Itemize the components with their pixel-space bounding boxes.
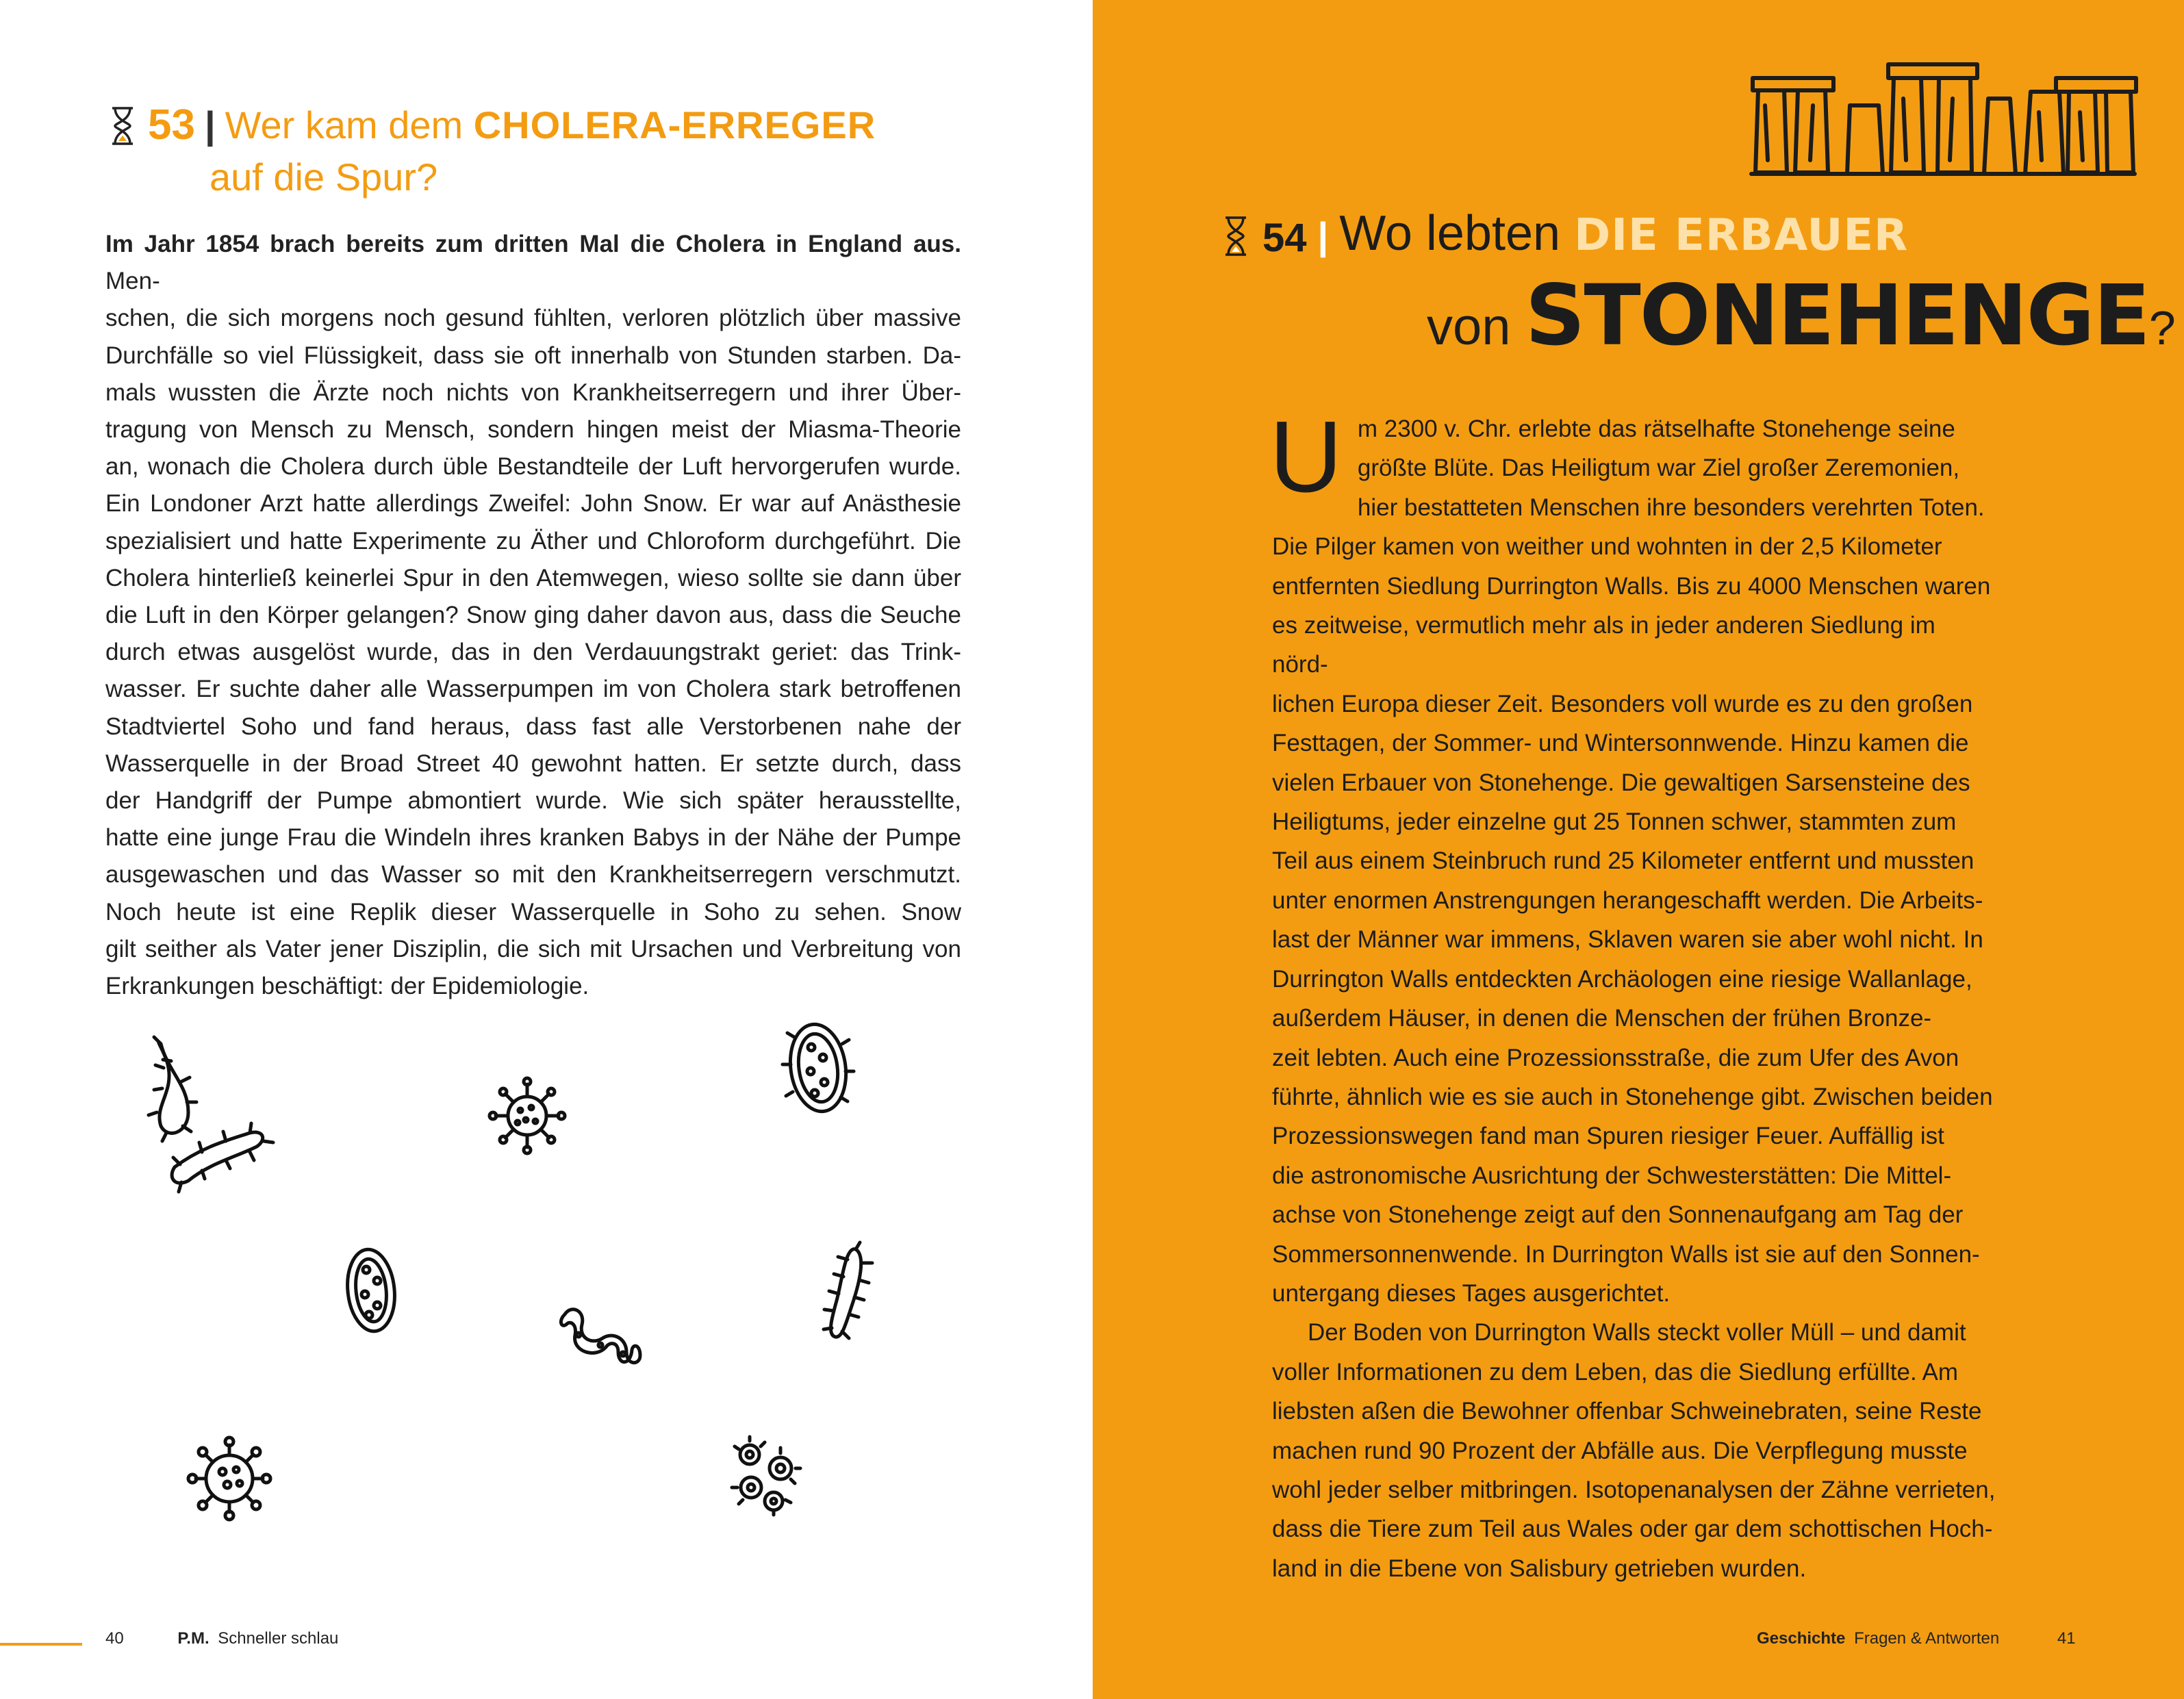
drop-cap: U [1269, 400, 1343, 513]
text-line: gilt seither als Vater jener Disziplin, die sich mit Ursachen und Verbreitung von [105, 935, 961, 962]
text-line: Der Boden von Durrington Walls steckt voller Müll – und damit [1308, 1319, 1966, 1346]
text-line: m 2300 v. Chr. erlebte das rätselhafte Stonehenge seine [1357, 416, 1955, 442]
footer-rule-right [2102, 1643, 2184, 1646]
bacteria-spiral-icon [558, 1301, 647, 1376]
virus-cluster-icon [729, 1434, 804, 1516]
text-line: tragung von Mensch zu Mensch, sondern hingen meist der Miasma-Theorie [105, 416, 961, 444]
text-line: lichen Europa dieser Zeit. Besonders voll wurde es zu den großen [1272, 690, 1973, 717]
text-line: vielen Erbauer von Stonehenge. Die gewaltigen Sarsensteine des [1272, 769, 1970, 796]
footer-brand: P.M. [177, 1629, 209, 1648]
question-54-heading [1223, 205, 1908, 261]
question-accent: DIE ERBAUER [1574, 210, 1909, 261]
virus-icon [486, 1075, 568, 1157]
stonehenge-icon [1744, 58, 2142, 181]
text-line: Festtagen, der Sommer- und Wintersonnwende. Hinzu kamen die [1272, 730, 1969, 757]
text-line: voller Informationen zu dem Leben, das die Siedlung erfüllte. Am [1272, 1358, 1958, 1385]
footer-left [105, 1629, 338, 1648]
question-number: 53 [148, 101, 195, 149]
bacteria-rod-icon [147, 1030, 270, 1188]
page-number-right: 41 [2057, 1629, 2076, 1648]
text-line: land in die Ebene von Salisbury getrieben wurden. [1272, 1555, 1807, 1582]
text-line: ausgewaschen und das Wasser so mit den Krankheitserregern verschmutzt. [105, 861, 961, 889]
text-line: hatte eine junge Frau die Windeln ihres kranken Babys in der Nähe der Pumpe [105, 824, 961, 852]
question-accent: CHOLERA-ERREGER [473, 103, 876, 146]
text-line: machen rund 90 Prozent der Abfälle aus. Die Verpflegung musste [1272, 1437, 1968, 1464]
text-line: Prozessionswegen fand man Spuren riesiger Feuer. Auffällig ist [1272, 1123, 1944, 1150]
question-line2: auf die Spur? [209, 155, 438, 199]
text-line: Ein Londoner Arzt hatte allerdings Zweifel: John Snow. Er war auf Anästhesie [105, 490, 961, 518]
article-body-53 [105, 226, 961, 1005]
text-line: wasser. Er suchte daher alle Wasserpumpen im von Cholera stark betroffenen [105, 676, 961, 703]
text-line: entfernten Siedlung Durrington Walls. Bis zu 4000 Menschen waren [1272, 572, 1991, 600]
question-number: 54 [1262, 216, 1307, 260]
text-line: Durchfälle so viel Flüssigkeit, dass sie oft innerhalb von Stunden starben. Da- [105, 342, 961, 369]
text-line: unter enormen Anstrengungen herangeschafft werden. Die Arbeits- [1272, 886, 1983, 914]
text-line: Heiligtums, jeder einzelne gut 25 Tonnen schwer, stammten zum [1272, 808, 1957, 836]
question-line1: Wer kam dem CHOLERA-ERREGER [225, 103, 876, 146]
footer-rule-left [0, 1643, 82, 1646]
text-line: Noch heute ist eine Replik dieser Wasserquelle in Soho zu sehen. Snow [105, 898, 961, 925]
article-body-54 [1269, 400, 1998, 1588]
text-line: Teil aus einem Steinbruch rund 25 Kilometer entfernt und mussten [1272, 847, 1975, 875]
text-line: Die Pilger kamen von weither und wohnten in der 2,5 Kilometer [1272, 533, 1942, 561]
text-line: die Luft in den Körper gelangen? Snow ging daher davon aus, dass die Seuche [105, 602, 961, 629]
text-line: durch etwas ausgelöst wurde, das in den Verdauungstrakt geriet: das Trink- [105, 639, 961, 666]
footer-right [1757, 1629, 2076, 1648]
text-line: Im Jahr 1854 brach bereits zum dritten Mal die Cholera in England aus. Men- [105, 231, 961, 295]
virus-2-icon [185, 1434, 274, 1523]
text-line: der Handgriff der Pumpe abmontiert wurde. Wie sich später herausstellte, [105, 787, 961, 815]
text-line: wohl jeder selber mitbringen. Isotopenanalysen der Zähne verrieten, [1272, 1476, 1996, 1503]
footer-section: Geschichte [1757, 1629, 1846, 1648]
hourglass-icon [1223, 215, 1249, 257]
text-line: last der Männer war immens, Sklaven waren sie aber wohl nicht. In [1272, 926, 1983, 954]
text-line: Erkrankungen beschäftigt: der Epidemiologie. [105, 973, 589, 1000]
question-53-heading [110, 101, 876, 199]
text-line: Cholera hinterließ keinerlei Spur in den Atemwegen, wieso sollte sie dann über [105, 564, 961, 591]
page-number-left: 40 [105, 1629, 124, 1648]
text-line: hier bestatteten Menschen ihre besonders verehrten Toten. [1357, 494, 1985, 521]
separator: | [204, 103, 216, 146]
text-line: untergang dieses Tages ausgerichtet. [1272, 1279, 1671, 1307]
text-line: achse von Stonehenge zeigt auf den Sonnenaufgang am Tag der [1272, 1201, 1964, 1229]
text-line: es zeitweise, vermutlich mehr als in jeder anderen Siedlung im nörd- [1272, 612, 1935, 678]
bacteria-oval-icon [780, 1017, 856, 1119]
footer-subtitle: Fragen & Antworten [1854, 1629, 2000, 1648]
text-line: außerdem Häuser, in denen die Menschen der frühen Bronze- [1272, 1005, 1932, 1032]
text-line: dass die Tiere zum Teil aus Wales oder gar dem schottischen Hoch- [1272, 1516, 1993, 1543]
text-line: Stadtviertel Soho und fand heraus, dass fast alle Verstorbenen nahe der [105, 713, 961, 740]
footer-title: Schneller schlau [218, 1629, 339, 1648]
bacteria-rod-2-icon [822, 1242, 876, 1345]
text-line: Durrington Walls entdeckten Archäologen eine riesige Wallanlage, [1272, 965, 1972, 993]
question-line2: von STONEHENGE? [1427, 267, 2176, 364]
bacteria-oval-2-icon [339, 1242, 404, 1338]
text-line: größte Blüte. Das Heiligtum war Ziel großer Zeremonien, [1357, 455, 1960, 482]
text-line: an, wonach die Cholera durch üble Bestandteile der Luft hervorgerufen wurde. [105, 453, 961, 481]
text-line: Wasserquelle in der Broad Street 40 gewohnt hatten. Er setzte durch, dass [105, 750, 961, 777]
text-line: zeit lebten. Auch eine Prozessionsstraße, die zum Ufer des Avon [1272, 1044, 1959, 1071]
text-line: die astronomische Ausrichtung der Schwesterstätten: Die Mittel- [1272, 1162, 1952, 1189]
stonehenge-title: STONEHENGE [1525, 267, 2149, 364]
text-line: liebsten aßen die Bewohner offenbar Schweinebraten, seine Reste [1272, 1398, 1982, 1425]
text-line: Sommersonnenwende. In Durrington Walls ist sie auf den Sonnen- [1272, 1240, 1980, 1268]
text-line: spezialisiert und hatte Experimente zu Äther und Chloroform durchgeführt. Die [105, 527, 961, 554]
text-line: mals wussten die Ärzte noch nichts von Krankheitserregern und ihrer Über- [105, 379, 961, 406]
text-line: schen, die sich morgens noch gesund fühlten, verloren plötzlich über massive [105, 305, 961, 332]
hourglass-icon [110, 105, 136, 146]
separator: | [1317, 214, 1329, 257]
question-line1: Wo lebten DIE ERBAUER [1339, 206, 1909, 261]
right-page [1093, 0, 2184, 1699]
text-line: führte, ähnlich wie es sie auch in Stonehenge gibt. Zwischen beiden [1272, 1083, 1993, 1110]
